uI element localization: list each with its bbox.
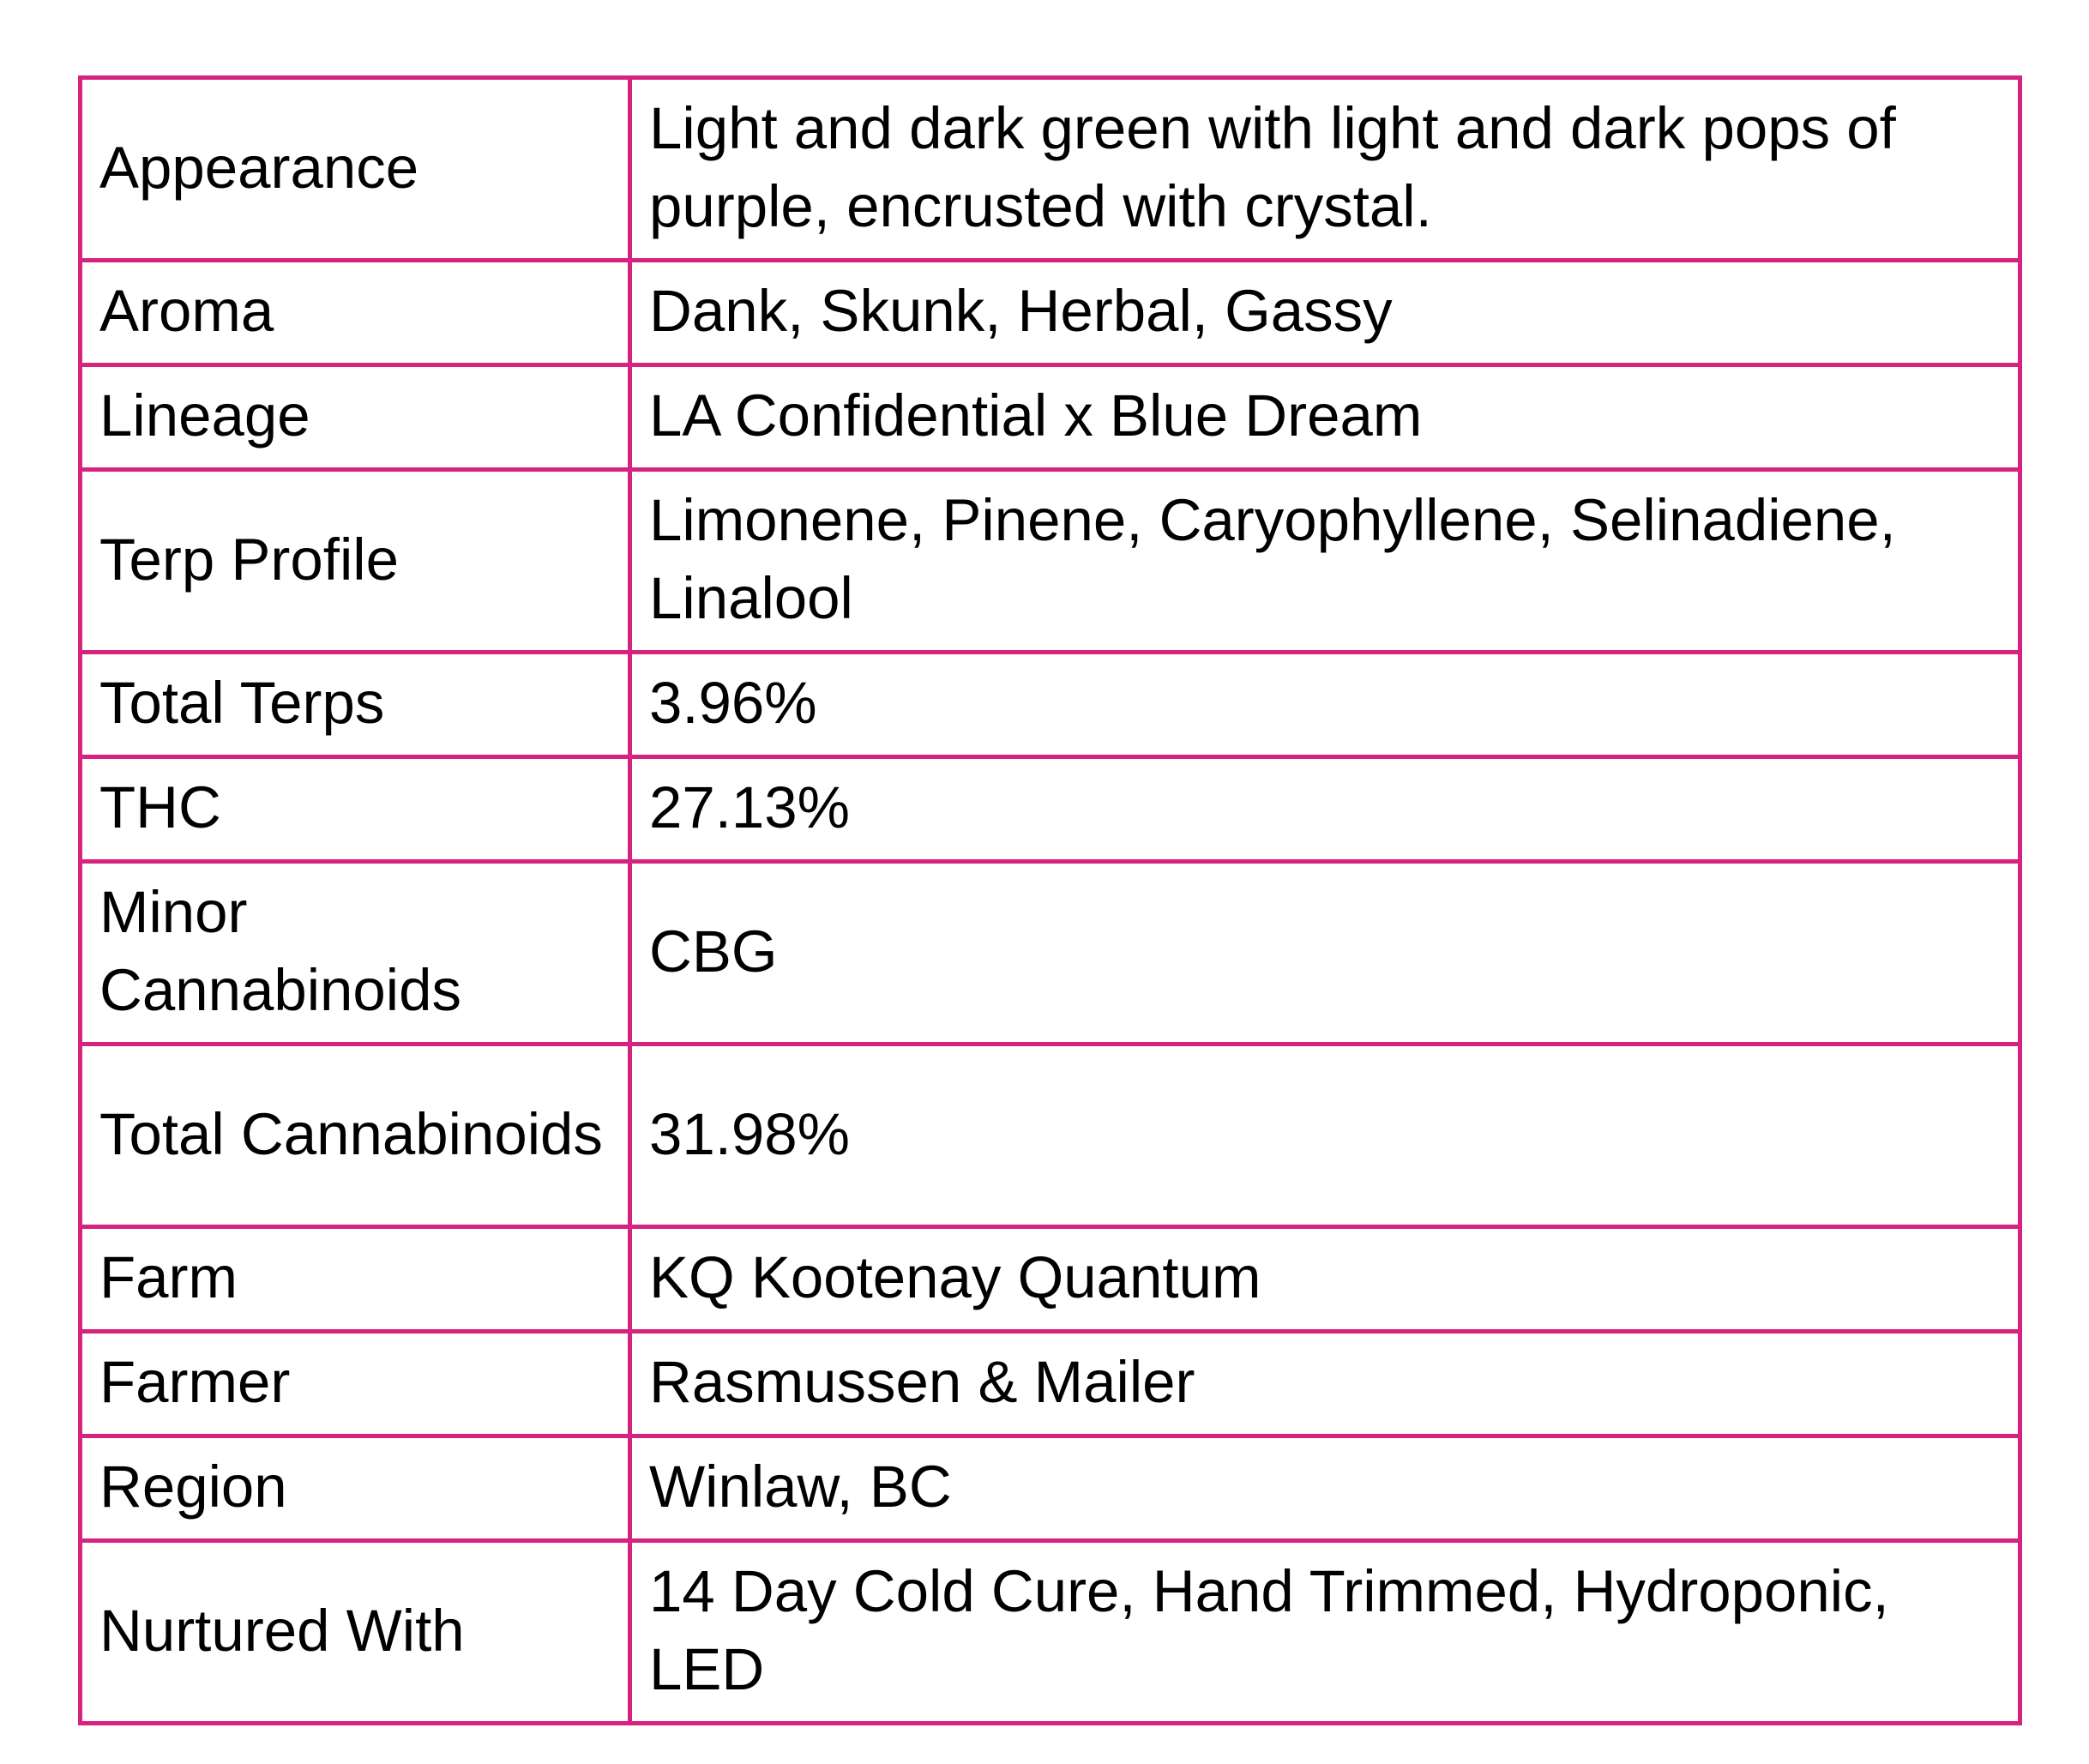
table-row bbox=[81, 862, 2020, 1045]
table-row bbox=[81, 757, 2020, 862]
row-label-aroma: Aroma bbox=[81, 261, 630, 365]
row-label-nurtured-with: Nurtured With bbox=[81, 1541, 630, 1724]
table-row bbox=[81, 365, 2020, 470]
table-row bbox=[81, 470, 2020, 653]
row-value-nurtured-with: 14 Day Cold Cure, Hand Trimmed, Hydroponic, LED bbox=[630, 1541, 2020, 1724]
row-value-lineage: LA Confidential x Blue Dream bbox=[630, 365, 2020, 470]
row-value-thc: 27.13% bbox=[630, 757, 2020, 862]
row-value-farmer: Rasmussen & Mailer bbox=[630, 1332, 2020, 1436]
row-value-terp-profile: Limonene, Pinene, Caryophyllene, Selinadiene, Linalool bbox=[630, 470, 2020, 653]
table-row bbox=[81, 261, 2020, 365]
row-label-farm: Farm bbox=[81, 1227, 630, 1332]
table-row bbox=[81, 78, 2020, 261]
row-value-appearance: Light and dark green with light and dark pops of purple, encrusted with crystal. bbox=[630, 78, 2020, 261]
row-value-total-cannabinoids: 31.98% bbox=[630, 1045, 2020, 1227]
table-row bbox=[81, 653, 2020, 757]
table-row bbox=[81, 1045, 2020, 1227]
row-label-region: Region bbox=[81, 1436, 630, 1541]
row-label-terp-profile: Terp Profile bbox=[81, 470, 630, 653]
row-label-total-terps: Total Terps bbox=[81, 653, 630, 757]
row-label-total-cannabinoids: Total Cannabinoids bbox=[81, 1045, 630, 1227]
row-label-thc: THC bbox=[81, 757, 630, 862]
row-label-farmer: Farmer bbox=[81, 1332, 630, 1436]
row-value-minor-cannabinoids: CBG bbox=[630, 862, 2020, 1045]
table-row bbox=[81, 1436, 2020, 1541]
table-row bbox=[81, 1227, 2020, 1332]
row-value-farm: KQ Kootenay Quantum bbox=[630, 1227, 2020, 1332]
product-spec-table bbox=[78, 75, 2022, 1725]
table-row bbox=[81, 1541, 2020, 1724]
row-value-total-terps: 3.96% bbox=[630, 653, 2020, 757]
row-label-minor-cannabinoids: Minor Cannabinoids bbox=[81, 862, 630, 1045]
row-label-lineage: Lineage bbox=[81, 365, 630, 470]
row-value-region: Winlaw, BC bbox=[630, 1436, 2020, 1541]
row-value-aroma: Dank, Skunk, Herbal, Gassy bbox=[630, 261, 2020, 365]
table-row bbox=[81, 1332, 2020, 1436]
row-label-appearance: Appearance bbox=[81, 78, 630, 261]
